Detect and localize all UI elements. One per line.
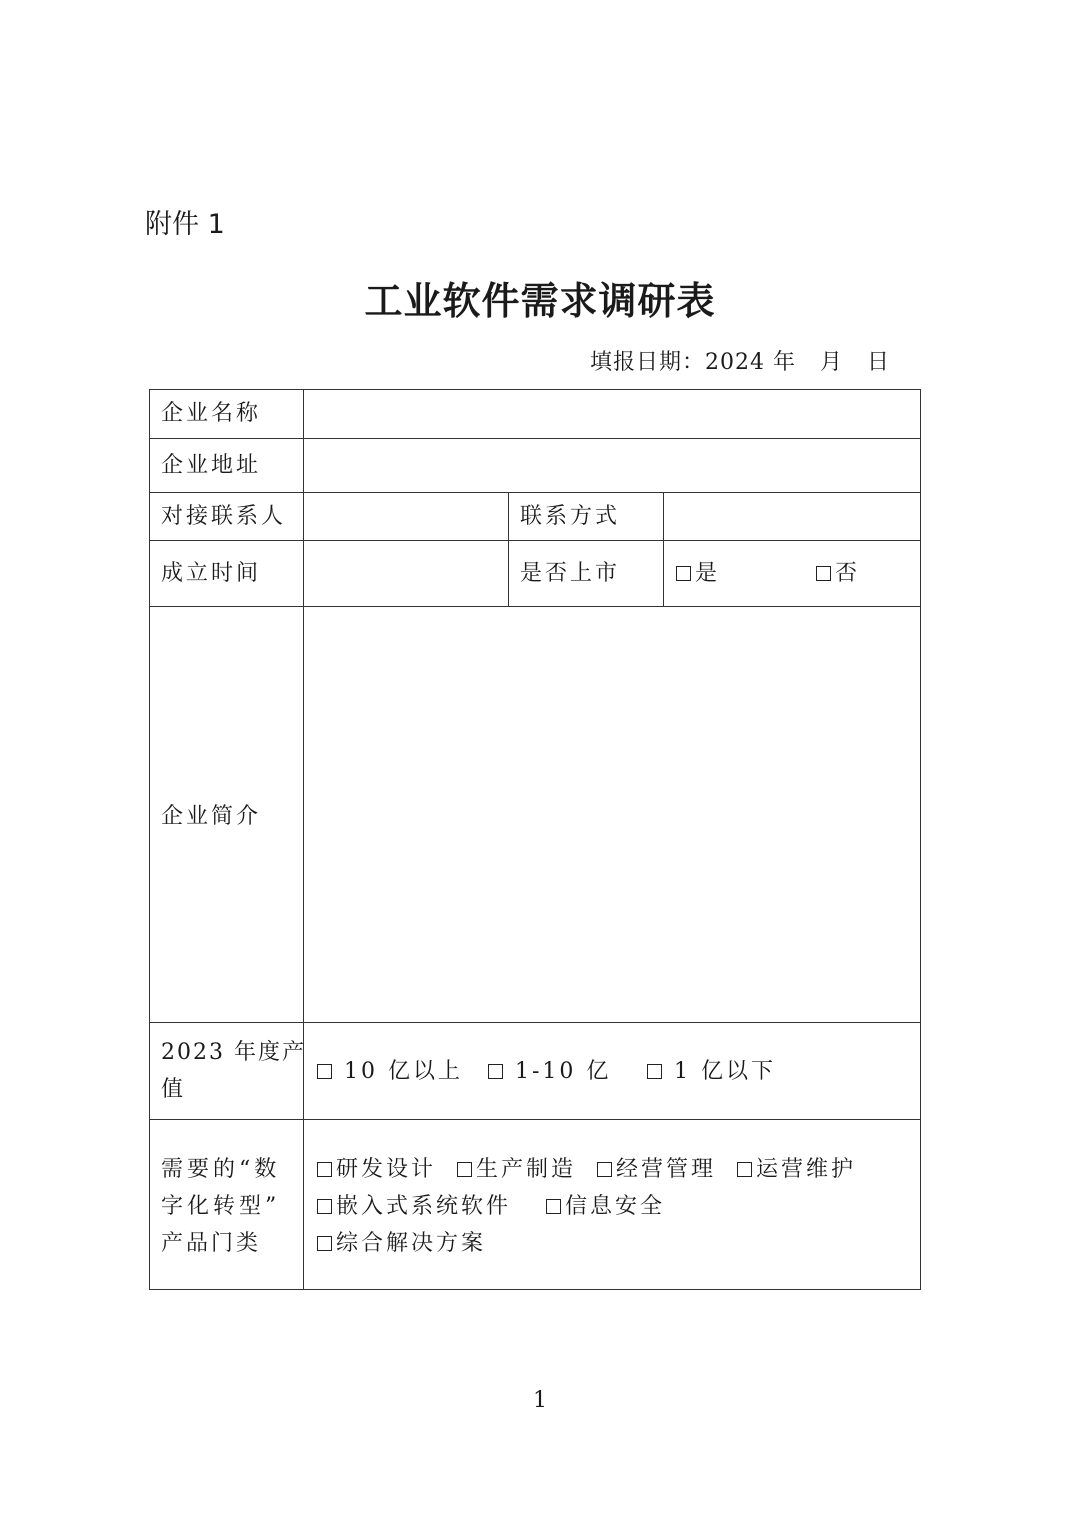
product-option-integrated-solution[interactable]: 综合解决方案	[317, 1226, 486, 1262]
checkbox-icon[interactable]	[317, 1064, 332, 1079]
checkbox-icon[interactable]	[546, 1199, 561, 1214]
checkbox-icon[interactable]	[488, 1064, 503, 1079]
product-option-rd-design[interactable]: 研发设计	[317, 1152, 436, 1188]
product-option-information-security[interactable]: 信息安全	[546, 1189, 665, 1225]
listed-option-yes[interactable]: 是	[676, 556, 720, 592]
output-option-over-10b[interactable]: 10 亿以上	[317, 1054, 463, 1090]
checkbox-icon[interactable]	[676, 566, 691, 581]
checkbox-icon[interactable]	[816, 566, 831, 581]
company-profile-label: 企业简介	[161, 804, 262, 829]
company-name-field[interactable]	[305, 390, 919, 437]
contact-method-field[interactable]	[665, 494, 919, 539]
product-option-operation-maintenance[interactable]: 运营维护	[737, 1152, 856, 1188]
checkbox-icon[interactable]	[737, 1162, 752, 1177]
annual-output-label-line1: 2023 年度产	[161, 1040, 306, 1065]
checkbox-icon[interactable]	[317, 1236, 332, 1251]
product-category-label-line2: 字化转型”	[161, 1194, 281, 1219]
product-category-label-line3: 产品门类	[161, 1231, 262, 1256]
checkbox-icon[interactable]	[597, 1162, 612, 1177]
product-option-business-management[interactable]: 经营管理	[597, 1152, 716, 1188]
attachment-label: 附件 1	[145, 209, 225, 240]
listed-label: 是否上市	[520, 561, 621, 586]
checkbox-icon[interactable]	[317, 1162, 332, 1177]
checkbox-icon[interactable]	[647, 1064, 662, 1079]
company-name-label: 企业名称	[161, 401, 262, 426]
page-number: 1	[533, 1388, 547, 1413]
fill-date: 填报日期：2024 年 月 日	[590, 350, 890, 375]
survey-form-table	[149, 389, 921, 1290]
output-option-1-10b[interactable]: 1-10 亿	[488, 1054, 611, 1090]
product-option-manufacturing[interactable]: 生产制造	[457, 1152, 576, 1188]
product-category-label-line1: 需要的“数	[161, 1157, 281, 1182]
founded-time-field[interactable]	[305, 542, 506, 605]
founded-time-label: 成立时间	[161, 561, 262, 586]
company-profile-field[interactable]	[305, 608, 919, 1021]
listed-option-no[interactable]: 否	[816, 556, 860, 592]
checkbox-icon[interactable]	[457, 1162, 472, 1177]
company-address-field[interactable]	[305, 440, 919, 491]
contact-person-label: 对接联系人	[161, 504, 287, 529]
contact-person-field[interactable]	[305, 494, 506, 539]
output-option-under-1b[interactable]: 1 亿以下	[647, 1054, 776, 1090]
company-address-label: 企业地址	[161, 453, 262, 478]
page-title: 工业软件需求调研表	[364, 279, 716, 323]
checkbox-icon[interactable]	[317, 1199, 332, 1214]
annual-output-label-line2: 值	[161, 1077, 187, 1102]
contact-method-label: 联系方式	[520, 504, 621, 529]
product-option-embedded-software[interactable]: 嵌入式系统软件	[317, 1189, 511, 1225]
